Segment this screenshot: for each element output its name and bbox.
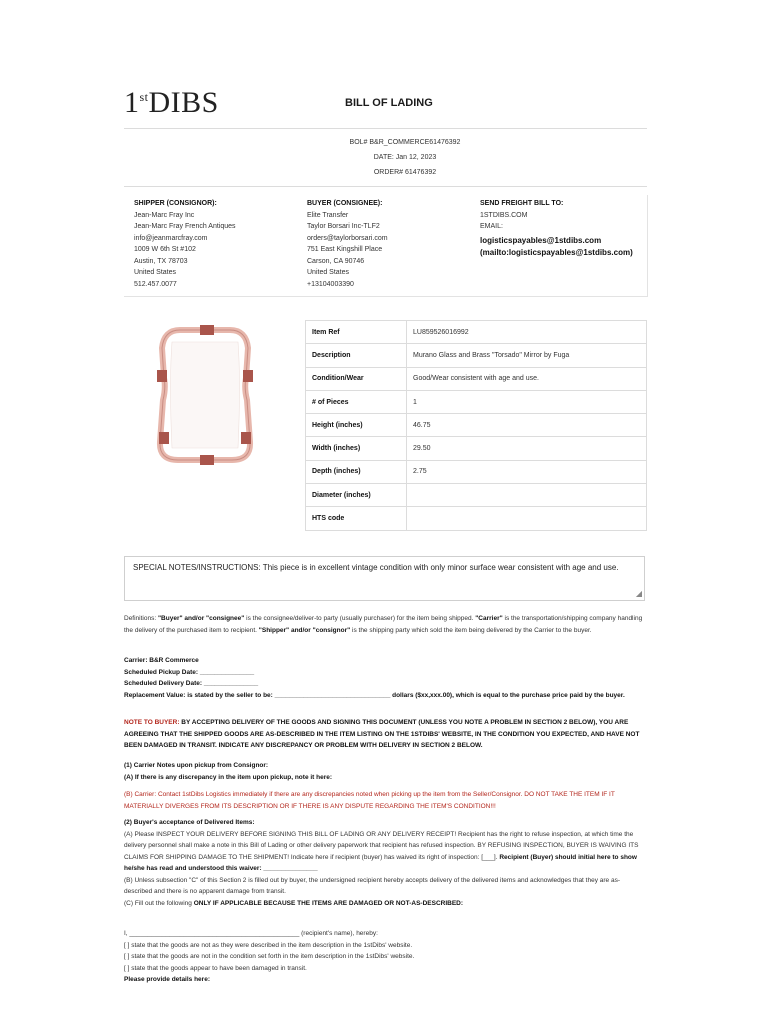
table-row: [306, 321, 647, 344]
shipper-line: info@jeanmarcfray.com: [134, 234, 208, 242]
replacement-value: Replacement Value: is stated by the seller to be: ________________________________ dollars ($xx,xxx.00), which is equal to the purchase price paid by the buyer.: [124, 691, 625, 699]
item-label: Diameter (inches): [306, 484, 407, 507]
order-number: ORDER# 61476392: [373, 169, 437, 176]
note-to-buyer-text: BY ACCEPTING DELIVERY OF THE GOODS AND SIGNING THIS DOCUMENT (UNLESS YOU NOTE A PROBLEM IN SECTION 2 BELOW), YOU ARE AGREEING THAT THE SHIPPED GOODS ARE AS-DESCRIBED IN THE ITEM LISTING ON THE 1STDIBS' WEBSITE, IN THE CONDITION YOU EXPECTED, AND HAVE NOT BEEN DAMAGED IN TRANSIT. INDICATE ANY DISCREPANCY OR PROBLEM WITH DELIVERY IN SECTION 2 BELOW.: [124, 719, 640, 749]
shipper-line: Jean-Marc Fray Inc: [134, 211, 195, 219]
item-value: Murano Glass and Brass "Torsado" Mirror by Fuga: [407, 344, 647, 367]
buyer-line: orders@taylorborsari.com: [307, 234, 388, 242]
item-label: Condition/Wear: [306, 367, 407, 390]
item-value: 46.75: [407, 414, 647, 437]
statement-checkbox[interactable]: [ ] state that the goods are not in the condition set forth in the item description in the 1stDibs' website.: [124, 953, 415, 960]
item-label: # of Pieces: [306, 390, 407, 413]
divider: [124, 128, 647, 129]
buyer-heading: BUYER (CONSIGNEE):: [307, 200, 383, 207]
statement-checkbox[interactable]: [ ] state that the goods appear to have been damaged in transit.: [124, 964, 307, 972]
bol-number: BOL# B&R_COMMERCE61476392: [349, 139, 461, 146]
table-row: [306, 414, 647, 437]
buyer-line: Carson, CA 90746: [307, 257, 365, 265]
special-notes-text: SPECIAL NOTES/INSTRUCTIONS: This piece is in excellent vintage condition with only minor surface wear consistent with age and use.: [133, 563, 619, 572]
definitions-paragraph: Definitions: "Buyer" and/or "consignee" is the consignee/deliver-to party (usually purchaser) for the item being shipped. "Carrier" is the transportation/shipping company handling the delivery of the purchased item to recipient. "Shipper" and/or "consignor" is the shipping party which sold the item being delivered by the Carrier to the buyer.: [124, 615, 643, 634]
carrier-name: Carrier: B&R Commerce: [124, 657, 199, 664]
table-row: [306, 460, 647, 483]
carrier-details: [124, 655, 646, 701]
item-value: 1: [407, 390, 647, 413]
item-label: Height (inches): [306, 414, 407, 437]
mirror-image: [150, 322, 260, 468]
shipper-line: United States: [134, 269, 177, 276]
section-2-title: (2) Buyer's acceptance of Delivered Items:: [124, 819, 255, 826]
freight-mailto[interactable]: (mailto:logisticspayables@1stdibs.com): [480, 247, 633, 257]
table-row: [306, 367, 647, 390]
shipper-block: [134, 198, 236, 290]
item-value: 29.50: [407, 437, 647, 460]
delivery-date: Scheduled Delivery Date: _______________: [124, 680, 259, 687]
table-row: [306, 484, 647, 507]
recipient-name-line[interactable]: I, _______________________________________________ (recipient's name), hereby:: [124, 930, 378, 937]
item-label: Description: [306, 344, 407, 367]
item-value: [407, 484, 647, 507]
section-2-a: (A) Please INSPECT YOUR DELIVERY BEFORE SIGNING THIS BILL OF LADING OR ANY DELIVERY RECEIPT! Recipient has the right to refuse inspection, at which time the delivery personnel shall make a note in this Bill of Lading or other delivery paperwork that recipient has refused inspection. BY REFUSING INSPECTION, BUYER IS WAIVING ITS CLAIMS FOR SHIPPING DAMAGE TO THE SHIPMENT! Indicate here if recipient (buyer) has waived its right of inspection: [___]. Recipient (Buyer) should initial here to show he/she has read and understood this waiver: _______________: [124, 830, 639, 872]
section-2-c: (C) Fill out the following ONLY IF APPLICABLE BECAUSE THE ITEMS ARE DAMAGED OR NOT-AS-DESCRIBED:: [124, 899, 464, 907]
buyer-line: +13104003390: [307, 280, 354, 288]
recipient-statements: [124, 928, 646, 986]
item-value: LU859526016992: [407, 321, 647, 344]
item-label: Depth (inches): [306, 460, 407, 483]
section-1-title: (1) Carrier Notes upon pickup from Consignor:: [124, 762, 269, 769]
note-to-buyer-label: NOTE TO BUYER:: [124, 719, 180, 726]
freight-company: 1STDIBS.COM: [480, 211, 528, 219]
divider: [124, 186, 647, 187]
buyer-line: 751 East Kingshill Place: [307, 246, 383, 253]
item-label: Width (inches): [306, 437, 407, 460]
item-value: Good/Wear consistent with age and use.: [407, 367, 647, 390]
freight-email-label: EMAIL:: [480, 223, 503, 230]
special-notes-textarea[interactable]: [124, 556, 645, 601]
item-label: HTS code: [306, 507, 407, 530]
shipper-line: Jean-Marc Fray French Antiques: [134, 223, 236, 230]
freight-email[interactable]: logisticspayables@1stdibs.com: [480, 235, 602, 245]
table-row: [306, 344, 647, 367]
statement-checkbox[interactable]: [ ] state that the goods are not as they were described in the item description in the 1stDibs' website.: [124, 941, 413, 949]
logo: 1stDIBS: [124, 86, 219, 119]
section-1-a: (A) If there is any discrepancy in the item upon pickup, note it here:: [124, 773, 333, 781]
buyer-line: Taylor Borsari Inc-TLF2: [307, 223, 380, 230]
table-row: [306, 507, 647, 530]
section-2: [124, 817, 646, 909]
freight-block: [480, 198, 633, 259]
item-value: 2.75: [407, 460, 647, 483]
shipper-heading: SHIPPER (CONSIGNOR):: [134, 200, 217, 207]
buyer-line: Elite Transfer: [307, 211, 349, 219]
table-row: [306, 390, 647, 413]
item-value: [407, 507, 647, 530]
shipper-line: 1009 W 6th St #102: [134, 246, 196, 253]
bol-date: DATE: Jan 12, 2023: [373, 154, 437, 161]
pickup-date: Scheduled Pickup Date: _______________: [124, 668, 255, 676]
freight-heading: SEND FREIGHT BILL TO:: [480, 200, 564, 207]
details-label: Please provide details here:: [124, 976, 210, 983]
resize-handle-icon[interactable]: ◢: [635, 589, 642, 598]
buyer-block: [307, 198, 388, 290]
item-details-table: [305, 320, 647, 531]
document-title: BILL OF LADING: [345, 97, 433, 109]
section-1-warning: (B) Carrier: Contact 1stDibs Logistics immediately if there are any discrepancies noted when picking up the item from the Seller/Consignor. DO NOT TAKE THE ITEM IF IT MATERIALLY DIVERGES FROM ITS DESCRIPTION OR IF THERE IS ANY DISPUTE REGARDING THE ITEM'S CONDITION!!!: [124, 791, 615, 810]
section-1-heading: [124, 760, 646, 783]
note-to-buyer: [124, 717, 646, 752]
shipper-line: Austin, TX 78703: [134, 257, 188, 265]
table-row: [306, 437, 647, 460]
item-label: Item Ref: [306, 321, 407, 344]
buyer-line: United States: [307, 269, 350, 276]
section-2-b: (B) Unless subsection "C" of this Section 2 is filled out by buyer, the undersigned recipient hereby accepts delivery of the delivered items and acknowledges that they are as-described and there is no apparent damage from transit.: [124, 876, 620, 895]
shipper-line: 512.457.0077: [134, 280, 177, 288]
